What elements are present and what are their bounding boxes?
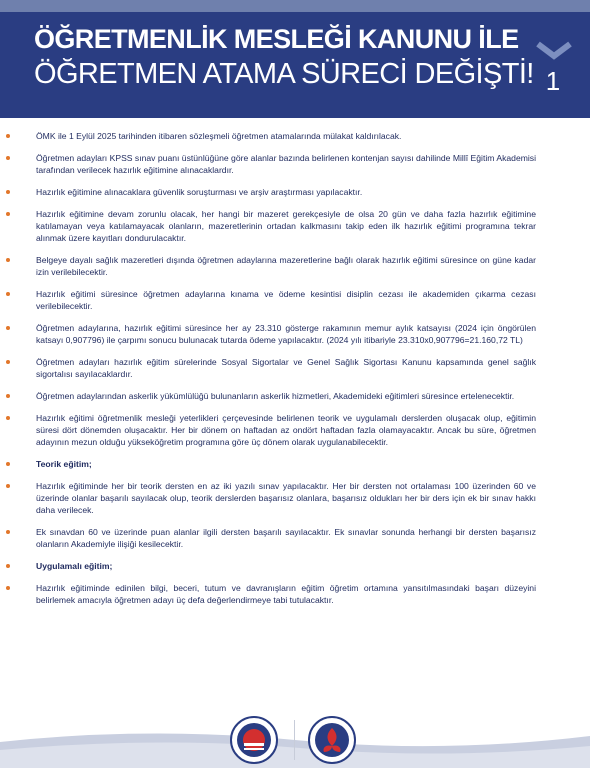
page-number: 1	[545, 66, 561, 96]
logo-divider	[294, 720, 295, 760]
item-text: Öğretmen adaylarından askerlik yükümlülüğü bulunanların askerlik hizmetleri, Akademideki eğitimleri süresince ertelenecektir.	[36, 390, 515, 401]
bullet-icon	[6, 326, 10, 330]
item-text: Hazırlık eğitimine devam zorunlu olacak, her hangi bir mazeret gerekçesiyle de olsa 20 gün ve daha fazla hazırlık eğitimine katılamayan veya katılamayacak olanların, mazeretlerinin ortadan kalkmasını takip eden ilk hazırlık eğitimi programına tekrar alınmak üzere kayıtları dondurulacaktır.	[36, 208, 536, 243]
bullet-icon	[6, 258, 10, 262]
bullet-icon	[6, 292, 10, 296]
list-item	[36, 412, 536, 449]
content-list	[36, 130, 536, 616]
section-heading	[36, 458, 536, 470]
bullet-icon	[6, 134, 10, 138]
top-accent-strip	[0, 0, 590, 12]
page-title-line1: ÖĞRETMENLİK MESLEĞİ KANUNU İLE	[34, 24, 519, 54]
bullet-icon	[6, 156, 10, 160]
section-heading	[36, 560, 536, 572]
item-text: ÖMK ile 1 Eylül 2025 tarihinden itibaren sözleşmeli öğretmen atamalarında mülakat kaldırılacak.	[36, 131, 402, 141]
list-item	[36, 130, 536, 142]
bullet-icon	[6, 564, 10, 568]
footer-wave	[0, 722, 590, 768]
bullet-icon	[6, 462, 10, 466]
list-item	[36, 152, 536, 176]
list-item	[36, 526, 536, 550]
item-text: Hazırlık eğitimi süresince öğretmen adaylarına kınama ve ödeme kesintisi disiplin cezası ile akademiden çıkarma cezası verilebilecektir.	[36, 288, 536, 311]
item-text: Hazırlık eğitimine alınacaklara güvenlik soruşturması ve arşiv araştırması yapılacaktır.	[36, 186, 363, 197]
bullet-icon	[6, 484, 10, 488]
list-item	[36, 390, 536, 402]
item-text: Öğretmen adayları KPSS sınav puanı üstünlüğüne göre alanlar bazında belirlenen kontenjan sayısı dahilinde Millî Eğitim Akademisi tarafından verilecek hazırlık eğitimine alınacaklardır.	[36, 152, 536, 175]
page-title-line2: ÖĞRETMEN ATAMA SÜRECİ DEĞİŞTİ!	[34, 58, 534, 90]
list-item	[36, 254, 536, 278]
list-item	[36, 288, 536, 312]
item-text: Uygulamalı eğitim;	[36, 560, 113, 571]
item-text: Hazırlık eğitimi öğretmenlik mesleği yeterlikleri çerçevesinde belirlenen teorik ve uygulamalı derslerden oluşacak olup, eğitimin süresi dört dönemden oluşacaktır. Her bir dönem on haftadan az ondört haftadan fazla olamayacaktır. Ancak bu süre, öğretmen adayının mezun olduğu yükseköğretim programına göre üç dönem olarak uygulanabilecektir.	[36, 412, 536, 447]
item-text: Belgeye dayalı sağlık mazeretleri dışında öğretmen adaylarına mazeretlerine bağlı olarak hazırlık eğitimi süresince on güne kadar izin verilebilecektir.	[36, 254, 536, 277]
bullet-icon	[6, 360, 10, 364]
memur-sen-logo	[230, 716, 278, 764]
bullet-icon	[6, 394, 10, 398]
item-text: Hazırlık eğitiminde her bir teorik dersten en az iki yazılı sınav yapılacaktır. Her bir dersten not ortalaması 100 üzerinden 60 ve üzerinde olanlar başarılı sayılacak olup, teorik derslerden başarısız olanlara, başarısız oldukları her bir ders için ek bir sınav hakkı daha verilecek.	[36, 480, 536, 515]
list-item	[36, 356, 536, 380]
bullet-icon	[6, 530, 10, 534]
list-item	[36, 186, 536, 198]
bullet-icon	[6, 190, 10, 194]
bullet-icon	[6, 212, 10, 216]
bullet-icon	[6, 416, 10, 420]
item-text: Öğretmen adayları hazırlık eğitim sürelerinde Sosyal Sigortalar ve Genel Sağlık Sigortası Kanunu kapsamında genel sağlık sigortalısı sayılacaklardır.	[36, 356, 536, 379]
item-text: Öğretmen adaylarına, hazırlık eğitimi süresince her ay 23.310 gösterge rakamının memur aylık katsayısı (2024 için öngörülen katsayı 0,907796) ile çarpımı sonucu bulunacak tutarda ödeme yapılacaktır. (2024 yılı itibariyle 23.310x0,907796=21.160,72 TL)	[36, 322, 536, 345]
list-item	[36, 322, 536, 346]
list-item	[36, 582, 536, 606]
item-text: Teorik eğitim;	[36, 458, 92, 469]
item-text: Hazırlık eğitiminde edinilen bilgi, beceri, tutum ve davranışların eğitim öğretim ortamına yansıtılmasındaki başarı düzeyini belirlemek amacıyla öğretmen adayı üç defa değerlendirmeye tabi tutulacaktır.	[36, 582, 536, 605]
item-text: Ek sınavdan 60 ve üzerinde puan alanlar ilgili dersten başarılı sayılacaktır. Ek sınavlar sonunda herhangi bir dersten başarısız olanların Akademiyle ilişiği kesilecektir.	[36, 526, 536, 549]
chevron-down-icon	[536, 40, 572, 62]
egitim-bir-sen-logo	[308, 716, 356, 764]
list-item	[36, 208, 536, 245]
bullet-icon	[6, 586, 10, 590]
list-item	[36, 480, 536, 517]
